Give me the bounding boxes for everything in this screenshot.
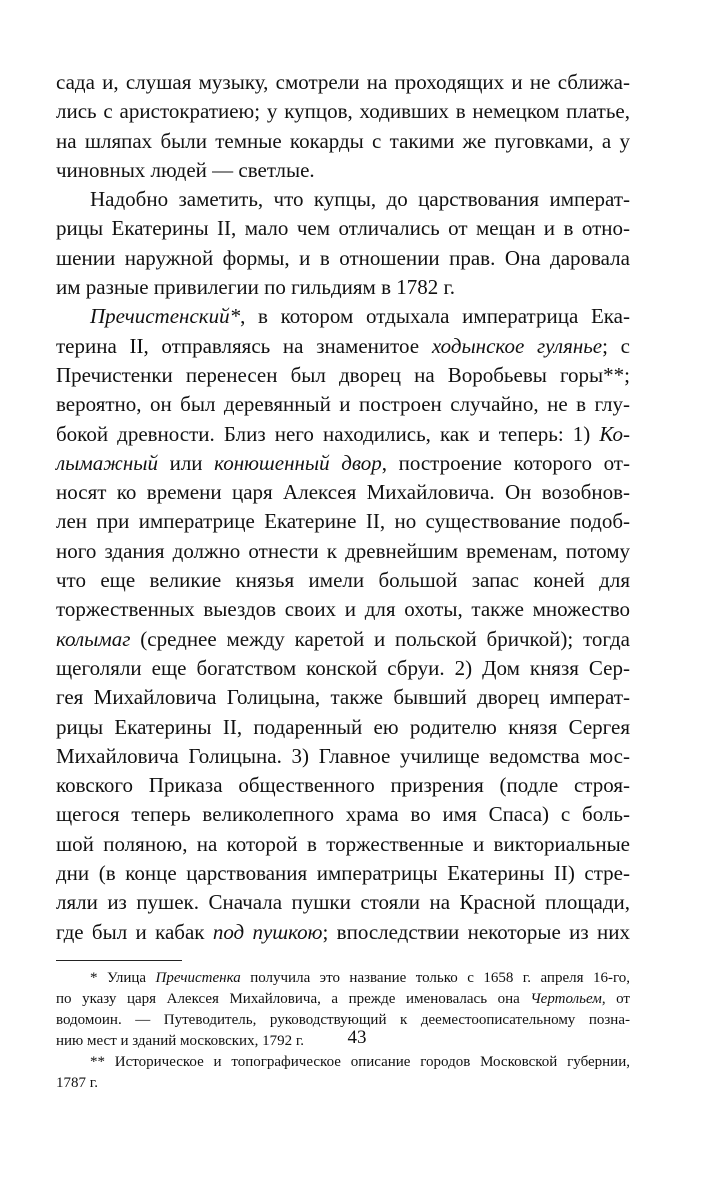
text-line-23: рицы Екатерины II, подаренный ею родителю князя Сергея — [56, 714, 630, 739]
footnote-line-2: по указу царя Алексея Михайловича, а прежде именовалась она Чертольем, от — [56, 991, 630, 1007]
text-line-18: что еще великие князья имели большой запас коней для — [56, 568, 630, 593]
text-line-8: им разные привилегии по гильдиям в 1782 г. — [56, 275, 456, 300]
footnote-line-5: ** Историческое и топографическое описание городов Московской губернии, — [90, 1054, 630, 1070]
footnote-line-1: * Улица Пречистенка получила это название только с 1658 г. апреля 16-го, — [90, 970, 630, 986]
text-line-29: ляли из пушек. Сначала пушки стояли на Красной площади, — [56, 890, 630, 915]
text-line-22: гея Михайловича Голицына, также бывший дворец императ- — [56, 685, 630, 710]
main-text — [56, 68, 630, 947]
italic-term: под пушкою — [212, 919, 323, 944]
text-line-3: на шляпах были темные кокарды с такими же пуговками, а у — [56, 128, 630, 153]
footnote-line-4: нию мест и зданий московских, 1792 г. — [56, 1033, 305, 1049]
text-line-26: щегося теперь великолепного храма во имя Спаса) с боль- — [56, 802, 630, 827]
footnote-divider — [56, 960, 182, 961]
italic-term: Пречистенка — [155, 970, 241, 986]
text-line-10: терина II, отправляясь на знаменитое ходынское гулянье; с — [56, 333, 630, 358]
italic-term: Ко- — [599, 421, 630, 446]
text-line-17: ного здания должно отнести к древнейшим временам, потому — [56, 538, 630, 563]
italic-term: Пречистенский* — [90, 304, 241, 329]
text-line-5: Надобно заметить, что купцы, до царствования императ- — [90, 187, 630, 212]
text-line-6: рицы Екатерины II, мало чем отличались от мещан и в отно- — [56, 216, 630, 241]
text-line-4: чиновных людей — светлые. — [56, 157, 315, 182]
italic-term: Чертольем — [530, 991, 602, 1007]
text-line-20: колымаг (среднее между каретой и польской бричкой); тогда — [56, 626, 630, 651]
text-line-7: шении наружной формы, и в отношении прав. Она даровала — [56, 245, 630, 270]
text-line-13: бокой древности. Близ него находились, как и теперь: 1) Ко- — [56, 421, 630, 446]
footnote-line-6: 1787 г. — [56, 1075, 98, 1091]
italic-term: конюшенный двор — [214, 450, 382, 475]
text-line-30: где был и кабак под пушкою; впоследствии некоторые из них — [56, 919, 630, 944]
text-line-28: дни (в конце царствования императрицы Екатерины II) стре- — [56, 861, 630, 886]
footnote-line-3: водомоин. — Путеводитель, руководствующий к дееместоописательному позна- — [56, 1012, 630, 1028]
text-line-16: лен при императрице Екатерине II, но существование подоб- — [56, 509, 630, 534]
text-line-24: Михайловича Голицына. 3) Главное училище ведомства мос- — [56, 743, 630, 768]
text-line-25: ковского Приказа общественного призрения (подле строя- — [56, 773, 630, 798]
text-line-1: сада и, слушая музыку, смотрели на проходящих и не сближа- — [56, 70, 630, 94]
text-line-27: шой поляною, на которой в торжественные и викториальные — [56, 831, 630, 856]
italic-term: ходынское гулянье — [431, 333, 603, 358]
text-line-21: щеголяли еще богатством конской сбруи. 2) Дом князя Сер- — [56, 655, 630, 680]
italic-term: колымаг — [56, 626, 131, 651]
text-line-2: лись с аристократиею; у купцов, ходивших в немецком платье, — [56, 99, 630, 124]
text-line-11: Пречистенки перенесен был дворец на Воробьевы горы**; — [56, 362, 630, 387]
text-line-14: лымажный или конюшенный двор, построение которого от- — [56, 450, 630, 475]
text-line-12: вероятно, он был деревянный и построен случайно, не в глу- — [56, 392, 630, 417]
text-line-9: Пречистенский*, в котором отдыхала императрица Ека- — [90, 304, 630, 329]
text-line-19: торжественных выездов своих и для охоты, также множество — [56, 597, 630, 622]
italic-term: лымажный — [56, 450, 158, 475]
page-number: 43 — [347, 1027, 367, 1048]
text-line-15: носят ко времени царя Алексея Михайловича. Он возобнов- — [56, 480, 630, 505]
